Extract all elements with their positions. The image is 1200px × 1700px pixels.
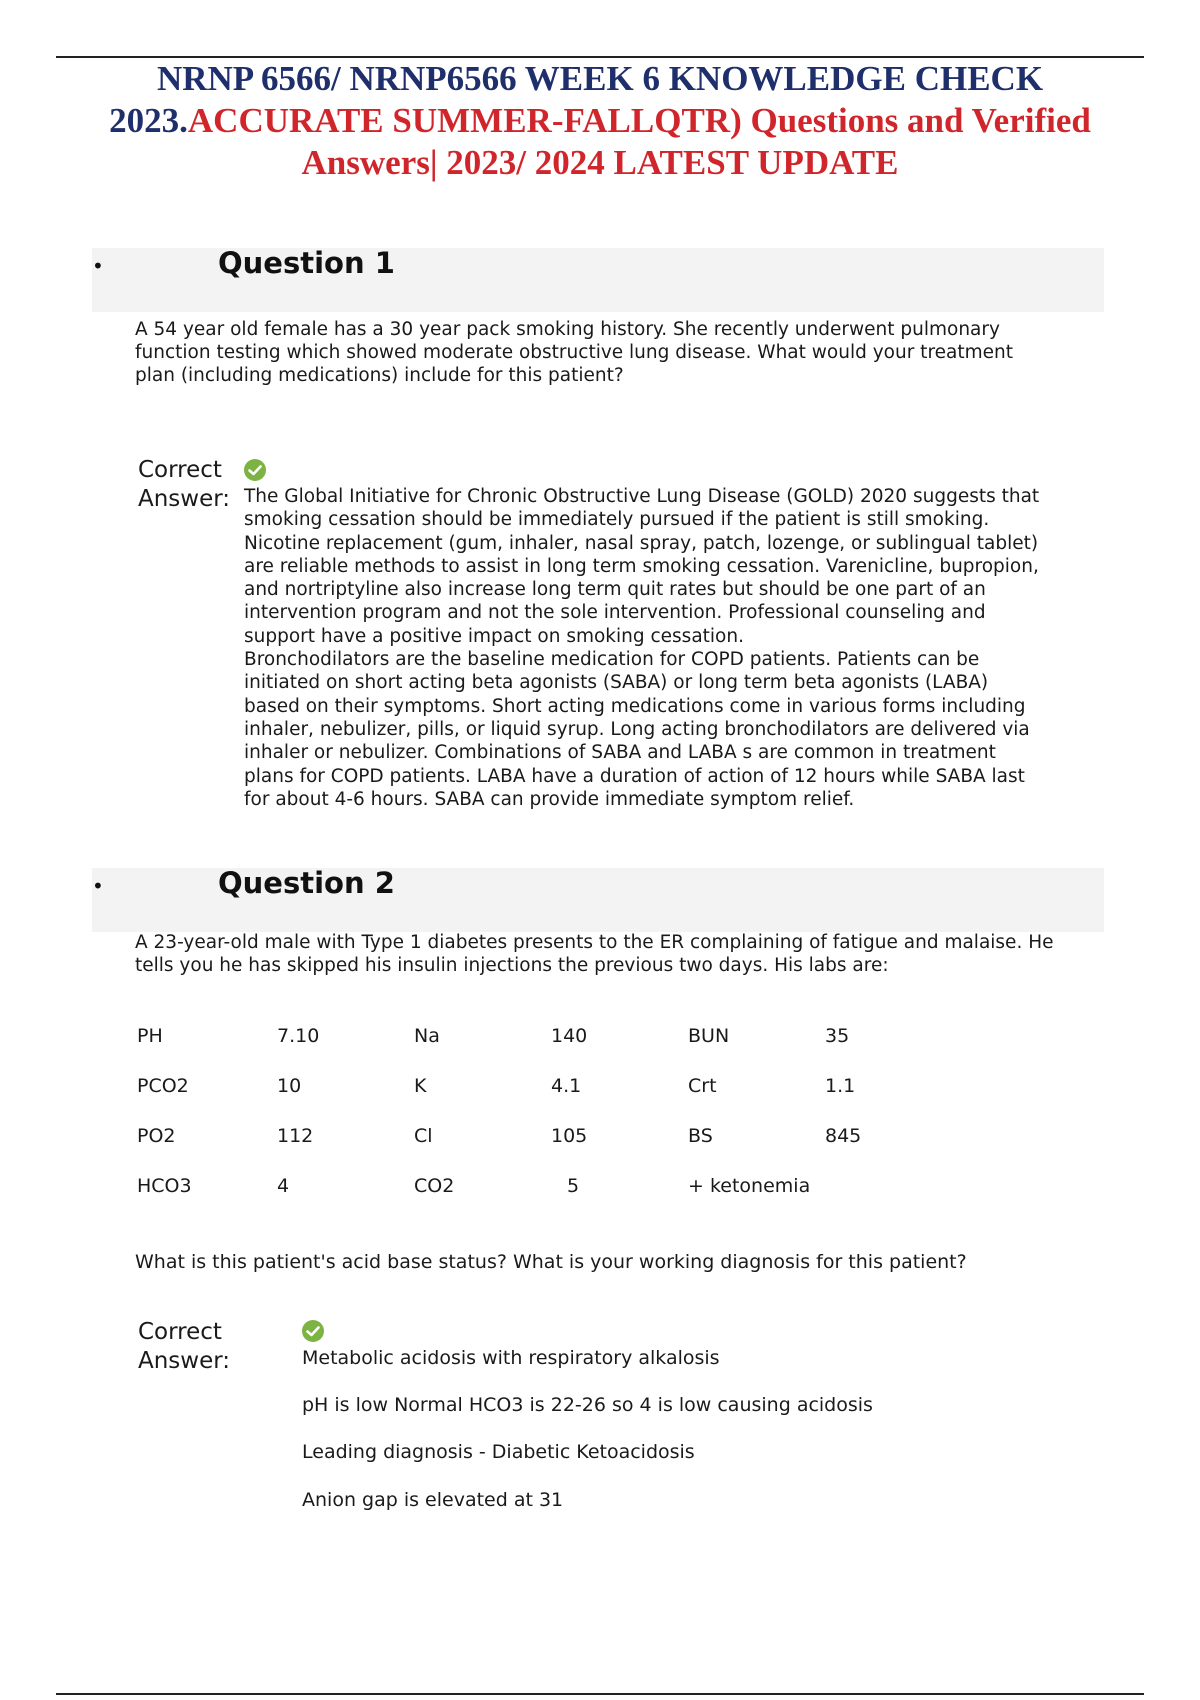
lab-cell: Na — [414, 1025, 440, 1047]
bullet-icon: • — [92, 874, 104, 898]
title-line-3: Answers| 2023/ 2024 LATEST UPDATE — [301, 143, 899, 182]
lab-cell: 7.10 — [277, 1025, 320, 1047]
lab-cell: BS — [688, 1125, 713, 1147]
bullet-icon: • — [92, 254, 104, 278]
question-2-prompt: What is this patient's acid base status? What is your working diagnosis for this patient? — [135, 1251, 967, 1273]
lab-row — [137, 1125, 897, 1175]
lab-cell: 1.1 — [825, 1075, 856, 1097]
lab-cell: K — [414, 1075, 427, 1097]
bottom-rule — [56, 1693, 1144, 1695]
answer-line: Leading diagnosis - Diabetic Ketoacidosis — [302, 1441, 695, 1463]
lab-cell: 845 — [825, 1125, 862, 1147]
question-2-answer-label: Answer: — [138, 1348, 231, 1374]
lab-cell: 140 — [551, 1025, 588, 1047]
lab-cell: 10 — [277, 1075, 302, 1097]
question-1-answer — [244, 485, 1044, 811]
lab-cell: 105 — [551, 1125, 588, 1147]
answer-line: Anion gap is elevated at 31 — [302, 1489, 564, 1511]
lab-cell: 4.1 — [551, 1075, 582, 1097]
title-year: 2023. — [109, 101, 188, 140]
answer-paragraph: Bronchodilators are the baseline medication for COPD patients. Patients can be initiated on short acting beta agonists (SABA) or long term beta agonists (LABA) based on their symptoms. Short acting medications come in various forms including inhaler, nebulizer, pills, or liquid syrup. Long acting bronchodilators are delivered via inhaler or nebulizer. Combinations of SABA and LABA s are common in treatment plans for COPD patients. LABA have a duration of action of 12 hours while SABA last for about 4-6 hours. SABA can provide immediate symptom relief. — [244, 649, 1030, 810]
lab-row — [137, 1025, 897, 1075]
lab-cell: BUN — [688, 1025, 730, 1047]
lab-cell: 112 — [277, 1125, 314, 1147]
lab-cell: Cl — [414, 1125, 433, 1147]
lab-cell: PO2 — [137, 1125, 176, 1147]
lab-cell: + ketonemia — [688, 1175, 811, 1197]
lab-values-table — [137, 1025, 897, 1225]
lab-cell: HCO3 — [137, 1175, 192, 1197]
lab-cell: PH — [137, 1025, 163, 1047]
answer-paragraph: The Global Initiative for Chronic Obstructive Lung Disease (GOLD) 2020 suggests that smoking cessation should be immediately pursued if the patient is still smoking. Nicotine replacement (gum, inhaler, nasal spray, patch, lozenge, or sublingual tablet) are reliable methods to assist in long term smoking cessation. Varenicline, bupropion, and nortriptyline also increase long term quit rates but should be one part of an intervention program and not the sole intervention. Professional counseling and support have a positive impact on smoking cessation. — [244, 486, 1040, 647]
lab-cell: 5 — [567, 1175, 580, 1197]
question-2-correct-label: Correct — [138, 1319, 222, 1345]
answer-line: pH is low Normal HCO3 is 22-26 so 4 is low causing acidosis — [302, 1394, 873, 1416]
question-2-text: A 23-year-old male with Type 1 diabetes presents to the ER complaining of fatigue and malaise. He tells you he has skipped his insulin injections the previous two days. His labs are: — [135, 932, 1054, 976]
lab-cell: 35 — [825, 1025, 850, 1047]
lab-row — [137, 1175, 897, 1225]
lab-cell: CO2 — [414, 1175, 455, 1197]
lab-cell: 4 — [277, 1175, 290, 1197]
document-title — [100, 58, 1100, 184]
answer-line: Metabolic acidosis with respiratory alkalosis — [302, 1347, 720, 1369]
question-1-answer-label: Answer: — [138, 486, 231, 512]
question-1-title: Question 1 — [218, 246, 395, 280]
lab-cell: PCO2 — [137, 1075, 189, 1097]
lab-cell: Crt — [688, 1075, 717, 1097]
question-1-text: A 54 year old female has a 30 year pack smoking history. She recently underwent pulmonary function testing which showed moderate obstructive lung disease. What would your treatment plan (including medications) include for this patient? — [135, 319, 1013, 386]
question-2-title: Question 2 — [218, 866, 395, 900]
check-icon — [244, 459, 266, 481]
title-line-1: NRNP 6566/ NRNP6566 WEEK 6 KNOWLEDGE CHECK — [156, 59, 1044, 98]
title-red-part-1: ACCURATE SUMMER-FALLQTR) Questions and Verified — [187, 101, 1091, 140]
check-icon — [302, 1320, 324, 1342]
lab-row — [137, 1075, 897, 1125]
title-line-2 — [100, 100, 1100, 142]
question-1-correct-label: Correct — [138, 457, 222, 483]
